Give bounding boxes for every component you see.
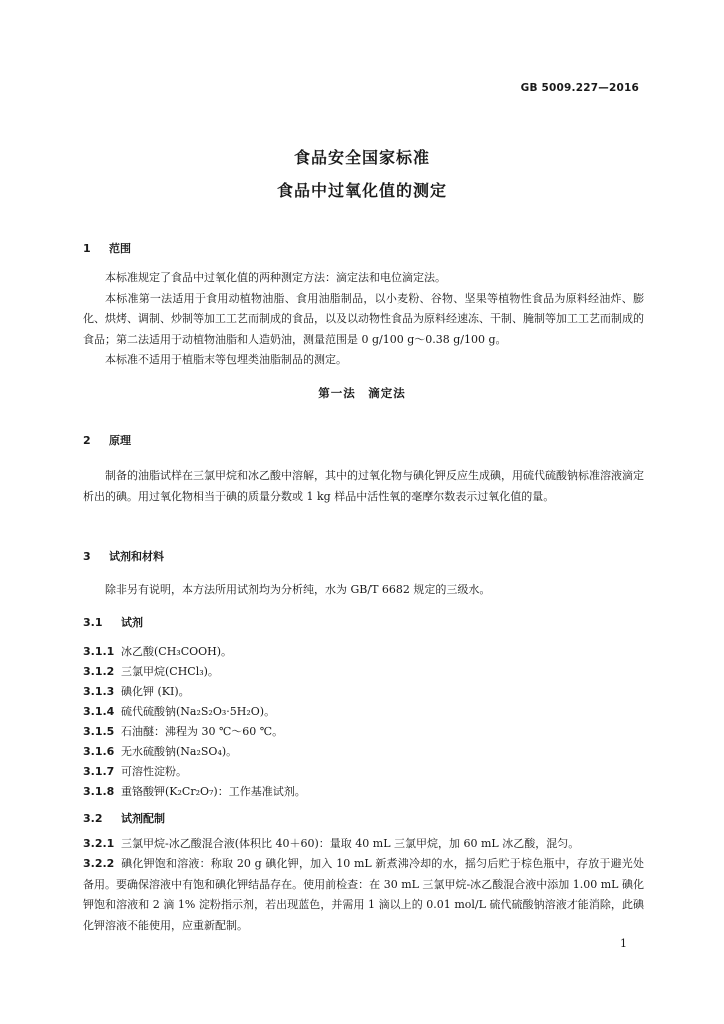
section-number: 1 — [83, 242, 91, 255]
subsection-number: 3.2 — [83, 812, 103, 825]
list-item — [83, 663, 219, 679]
section-title: 原理 — [109, 434, 131, 447]
list-item — [83, 723, 283, 739]
item-text: 冰乙酸(CH₃COOH)。 — [121, 645, 233, 658]
paragraph: 除非另有说明，本方法所用试剂均为分析纯，水为 GB/T 6682 规定的三级水。 — [105, 583, 491, 596]
main-title: 食品安全国家标准 — [293, 148, 430, 167]
standard-number: GB 5009.227—2016 — [520, 82, 639, 94]
list-item — [83, 683, 190, 699]
item-text: 重铬酸钾(K₂Cr₂O₇)：工作基准试剂。 — [121, 785, 306, 798]
section-title: 试剂和材料 — [109, 550, 164, 563]
item-text: 三氯甲烷(CHCl₃)。 — [121, 665, 219, 678]
item-number: 3.1.7 — [83, 765, 115, 778]
subsection-3-1-heading — [83, 614, 143, 630]
paragraph: 制备的油脂试样在三氯甲烷和冰乙酸中溶解，其中的过氧化物与碘化钾反应生成碘，用硫代硫酸钠标准溶液滴定析出的碘。用过氧化物相当于碘的质量分数或 1 kg 样品中活性氧的毫摩尔数表示过氧化值的量。 — [83, 469, 644, 503]
item-text: 三氯甲烷-冰乙酸混合液(体积比 40＋60)：量取 40 mL 三氯甲烷，加 60 mL 冰乙酸，混匀。 — [121, 837, 580, 850]
list-item — [83, 643, 232, 659]
item-number: 3.1.6 — [83, 745, 115, 758]
subsection-3-2-heading — [83, 810, 165, 826]
item-number: 3.1.2 — [83, 665, 115, 678]
item-text: 可溶性淀粉。 — [121, 765, 187, 778]
section-3-body — [83, 580, 644, 601]
page-number: 1 — [620, 937, 627, 950]
list-item — [83, 763, 187, 779]
method-heading: 第一法 滴定法 — [318, 386, 406, 400]
section-2-body — [83, 466, 644, 507]
item-number: 3.1.4 — [83, 705, 115, 718]
item-text: 无水硫酸钠(Na₂SO₄)。 — [121, 745, 238, 758]
section-number: 3 — [83, 550, 91, 563]
paragraph: 本标准规定了食品中过氧化值的两种测定方法：滴定法和电位滴定法。 — [105, 271, 446, 284]
section-title: 范围 — [109, 242, 131, 255]
paragraph: 本标准不适用于植脂末等包埋类油脂制品的测定。 — [105, 353, 347, 366]
subsection-title: 试剂 — [121, 616, 143, 629]
sub-title: 食品中过氧化值的测定 — [276, 181, 447, 200]
subsection-title: 试剂配制 — [121, 812, 165, 825]
item-number: 3.1.1 — [83, 645, 115, 658]
list-item — [83, 703, 275, 719]
section-3-heading — [83, 548, 164, 564]
paragraph: 本标准第一法适用于食用动植物油脂、食用油脂制品，以小麦粉、谷物、坚果等植物性食品为原料经油炸、膨化、烘烤、调制、炒制等加工工艺而制成的食品，以及以动物性食品为原料经速冻、干制、腌制等加工工艺而制成的食品；第二法适用于动植物油脂和人造奶油，测量范围是 0 g/100 g～0.38 g/100 g。 — [83, 291, 644, 346]
item-text: 石油醚：沸程为 30 ℃～60 ℃。 — [121, 725, 284, 738]
item-number: 3.2.1 — [83, 837, 115, 850]
subsection-number: 3.1 — [83, 616, 103, 629]
list-item — [83, 743, 237, 759]
clause-3-2-1 — [83, 834, 644, 855]
section-1-body — [83, 268, 644, 371]
item-text: 碘化钾饱和溶液：称取 20 g 碘化钾，加入 10 mL 新煮沸冷却的水，摇匀后贮于棕色瓶中，存放于避光处备用。要确保溶液中有饱和碘化钾结晶存在。使用前检查：在 30 mL 三氯甲烷-冰乙酸混合液中添加 1.00 mL 碘化钾饱和溶液和 2 滴 1% 淀粉指示剂，若出现蓝色，并需用 1 滴以上的 0.01 mol/L 硫代硫酸钠溶液才能消除，此碘化钾溶液不能使用，应重新配制。 — [83, 857, 644, 932]
section-1-heading — [83, 240, 131, 256]
list-item — [83, 783, 306, 799]
item-number: 3.1.3 — [83, 685, 115, 698]
section-number: 2 — [83, 434, 91, 447]
clause-3-2-2 — [83, 854, 644, 936]
item-number: 3.1.5 — [83, 725, 115, 738]
item-number: 3.2.2 — [83, 857, 115, 870]
item-text: 硫代硫酸钠(Na₂S₂O₃·5H₂O)。 — [121, 705, 276, 718]
item-number: 3.1.8 — [83, 785, 115, 798]
item-text: 碘化钾 (KI)。 — [121, 685, 190, 698]
section-2-heading — [83, 432, 131, 448]
